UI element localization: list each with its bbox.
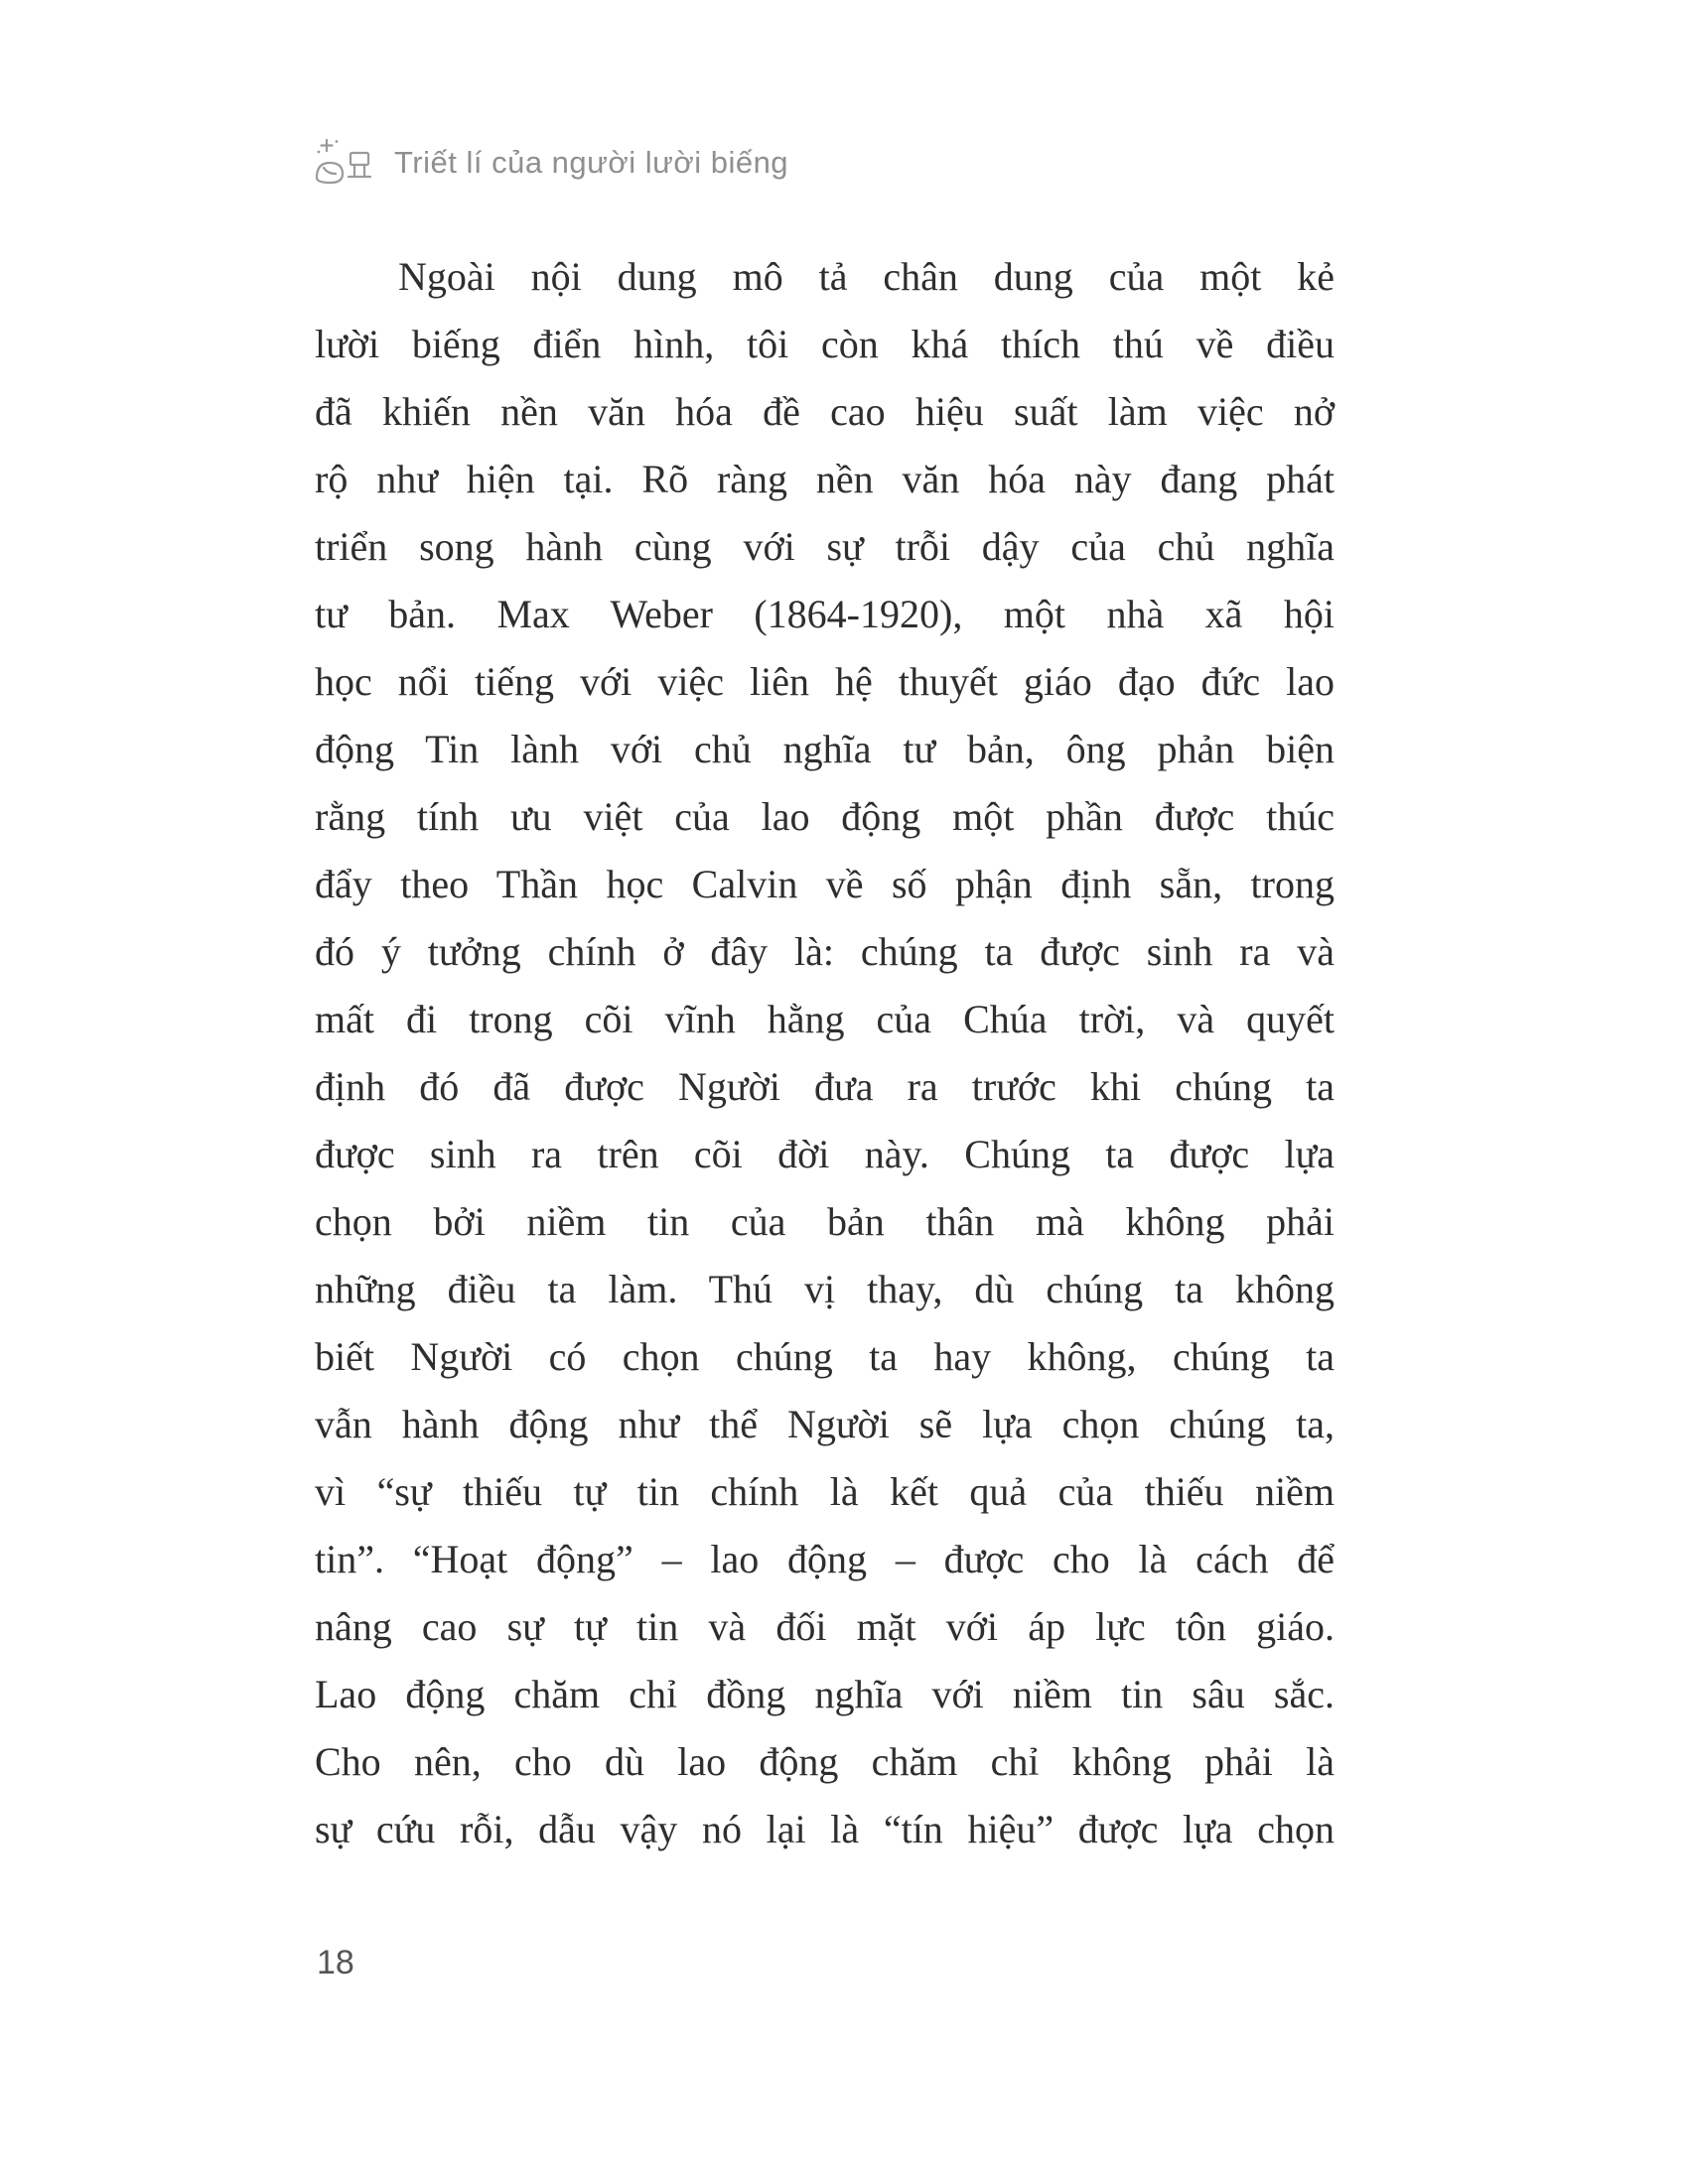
page-body <box>315 243 1335 1863</box>
text-line: rằng tính ưu việt của lao động một phần được thúc <box>315 794 1335 839</box>
text-line: đẩy theo Thần học Calvin về số phận định sẵn, trong <box>315 862 1335 906</box>
text-line: rộ như hiện tại. Rõ ràng nền văn hóa này đang phát <box>315 457 1335 501</box>
text-line: chọn bởi niềm tin của bản thân mà không phải <box>315 1199 1335 1244</box>
lazy-figure-sparkles-icon <box>313 137 374 189</box>
text-line: động Tin lành với chủ nghĩa tư bản, ông phản biện <box>315 727 1335 771</box>
body-paragraph <box>315 243 1335 1863</box>
text-line: mất đi trong cõi vĩnh hằng của Chúa trời, và quyết <box>315 997 1335 1041</box>
text-line: Cho nên, cho dù lao động chăm chỉ không phải là <box>315 1739 1335 1784</box>
text-line: nâng cao sự tự tin và đối mặt với áp lực tôn giáo. <box>315 1604 1335 1649</box>
text-line: những điều ta làm. Thú vị thay, dù chúng ta không <box>315 1267 1335 1311</box>
page-footer <box>317 1944 354 1982</box>
text-line: tư bản. Max Weber (1864-1920), một nhà xã hội <box>315 592 1335 636</box>
running-title: Triết lí của người lười biếng <box>394 145 789 180</box>
page-header <box>313 135 788 191</box>
text-line: sự cứu rỗi, dẫu vậy nó lại là “tín hiệu” được lựa chọn <box>315 1807 1335 1851</box>
text-line: học nổi tiếng với việc liên hệ thuyết giáo đạo đức lao <box>315 659 1335 704</box>
text-line: đó ý tưởng chính ở đây là: chúng ta được sinh ra và <box>315 929 1335 974</box>
text-line: đã khiến nền văn hóa đề cao hiệu suất làm việc nở <box>315 389 1335 434</box>
text-line: được sinh ra trên cõi đời này. Chúng ta được lựa <box>315 1132 1335 1176</box>
text-line: tin”. “Hoạt động” – lao động – được cho là cách để <box>315 1537 1335 1581</box>
text-line: triển song hành cùng với sự trỗi dậy của chủ nghĩa <box>315 524 1335 569</box>
text-line: vì “sự thiếu tự tin chính là kết quả của thiếu niềm <box>315 1469 1335 1514</box>
page-number: 18 <box>317 1944 354 1981</box>
text-line: Ngoài nội dung mô tả chân dung của một kẻ <box>398 254 1335 299</box>
text-line: lười biếng điển hình, tôi còn khá thích thú về điều <box>315 322 1335 366</box>
text-line: vẫn hành động như thể Người sẽ lựa chọn chúng ta, <box>315 1402 1335 1446</box>
text-line: định đó đã được Người đưa ra trước khi chúng ta <box>315 1064 1335 1109</box>
text-line: biết Người có chọn chúng ta hay không, chúng ta <box>315 1334 1335 1379</box>
text-line: Lao động chăm chỉ đồng nghĩa với niềm tin sâu sắc. <box>315 1672 1335 1716</box>
